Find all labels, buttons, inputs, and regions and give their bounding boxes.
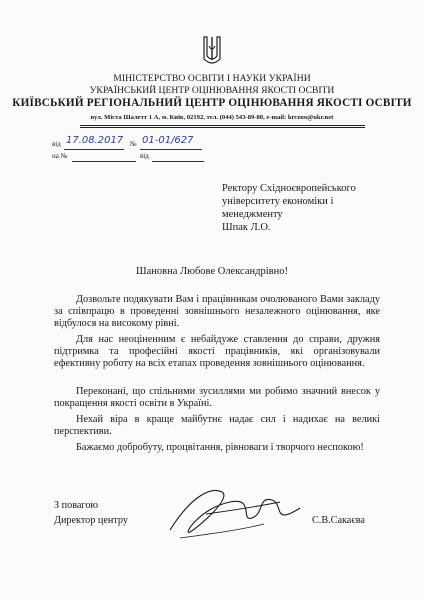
recipient-line: менеджменту (222, 209, 283, 220)
center-address: вул. Міста Шалетт 1 А, м. Київ, 02192, тел. (044) 543-89-80, e-mail: krczno@ukr.net (90, 114, 334, 121)
closing-regards: З повагою (54, 500, 99, 511)
reply-from-line (152, 151, 204, 162)
ukrainian-center-name: УКРАЇНСЬКИЙ ЦЕНТР ОЦІНЮВАННЯ ЯКОСТІ ОСВІТИ (89, 85, 335, 96)
number-label: № (130, 140, 137, 148)
from-label: від (52, 140, 61, 148)
header-divider-thin (80, 127, 365, 128)
recipient-name: Шпак Л.О. (222, 222, 271, 233)
body-paragraph: Бажаємо добробуту, процвітання, рівноваги і творчого неспокою! (76, 442, 364, 453)
body-paragraph: Нехай віра в краще майбутнє надає сил і надихає на великі перспективи. (54, 414, 380, 437)
ministry-name: МІНІСТЕРСТВО ОСВІТИ І НАУКИ УКРАЇНИ (113, 73, 311, 84)
handwritten-signature (160, 478, 310, 548)
from-date: 17.08.2017 (66, 135, 124, 146)
reply-from-label: від (140, 152, 149, 160)
body-paragraph: Переконані, що спільними зусиллями ми робимо значний внесок у покращення якості освіти в Україні. (54, 386, 380, 409)
reply-to-label: на № (52, 152, 68, 160)
body-paragraph: Дозвольте подякувати Вам і працівникам очолюваного Вами закладу за співпрацю в проведенні зовнішнього незалежного оцінювання, яке відбулося на високому рівні. (54, 294, 380, 329)
recipient-line: Ректору Східноєвропейського (222, 183, 356, 194)
recipient-line: університету економіки і (222, 196, 334, 207)
reply-to-line (72, 151, 136, 162)
trident-icon (202, 36, 222, 66)
header-divider (80, 125, 365, 126)
signer-position: Директор центру (54, 515, 128, 526)
greeting: Шановна Любове Олександрівно! (136, 266, 288, 277)
body-paragraph: Для нас неоціненним є небайдуже ставлення до справи, дружня підтримка та професійні якості працівників, які організовували ефективну роботу на всіх етапах проведення зовнішнього оцінювання. (54, 334, 380, 369)
regional-center-name: КИЇВСЬКИЙ РЕГІОНАЛЬНИЙ ЦЕНТР ОЦІНЮВАННЯ ЯКОСТІ ОСВІТИ (12, 97, 412, 109)
signer-name: С.В.Сакаєва (312, 515, 365, 526)
letter-number: 01-01/627 (142, 135, 194, 146)
